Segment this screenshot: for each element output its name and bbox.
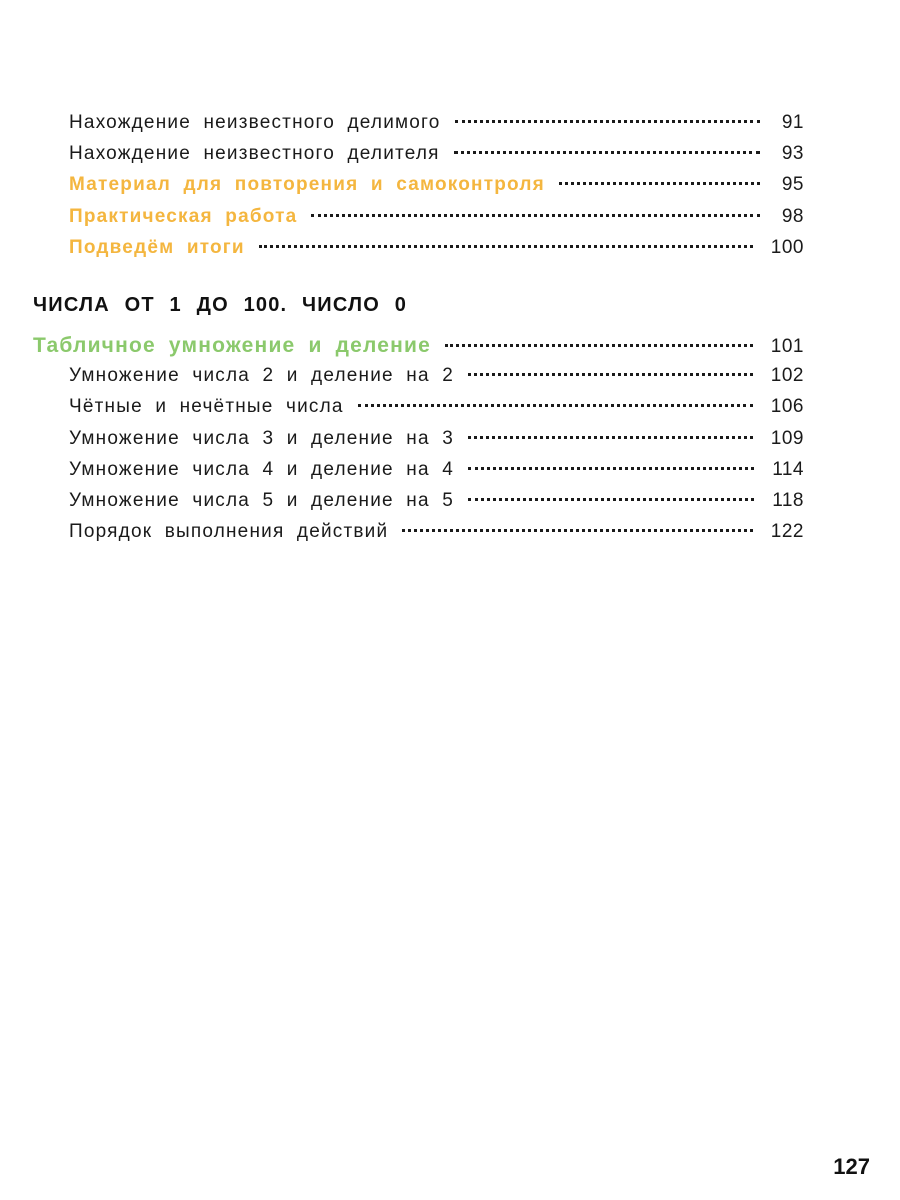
dot-leader — [454, 151, 760, 154]
toc-entry-title: Подведём итоги — [69, 236, 245, 258]
dot-leader — [468, 373, 753, 376]
toc-entry-title: Нахождение неизвестного делителя — [69, 143, 440, 165]
toc-entry-page: 93 — [781, 143, 804, 165]
toc-entry-page: 100 — [770, 236, 804, 258]
toc-entry-review[interactable] — [0, 174, 900, 205]
toc-chapter[interactable] — [0, 334, 900, 365]
toc-entry-page: 106 — [770, 396, 804, 418]
table-of-contents — [0, 112, 900, 552]
toc-entry-summary[interactable] — [0, 237, 900, 268]
toc-entry[interactable] — [0, 396, 900, 427]
toc-entry[interactable] — [0, 365, 900, 396]
toc-entry[interactable] — [0, 143, 900, 174]
toc-entry-page: 122 — [770, 521, 804, 543]
toc-entry-title: Умножение числа 5 и деление на 5 — [69, 489, 454, 511]
toc-entry-title: Умножение числа 3 и деление на 3 — [69, 427, 454, 449]
toc-entry-title: Нахождение неизвестного делимого — [69, 112, 441, 133]
dot-leader — [468, 467, 754, 470]
chapter-page: 101 — [770, 335, 804, 357]
toc-entry[interactable] — [0, 428, 900, 459]
dot-leader — [468, 498, 754, 501]
dot-leader — [445, 344, 753, 347]
toc-entry-page: 102 — [770, 365, 804, 387]
toc-entry-practical-work[interactable] — [0, 206, 900, 237]
dot-leader — [259, 245, 753, 248]
toc-entry-title: Чётные и нечётные числа — [69, 396, 344, 418]
chapter-title: Табличное умножение и деление — [33, 333, 432, 357]
section-heading: ЧИСЛА ОТ 1 ДО 100. ЧИСЛО 0 — [33, 293, 408, 316]
toc-entry-title: Умножение числа 4 и деление на 4 — [69, 458, 454, 480]
dot-leader — [402, 529, 752, 532]
toc-entry-title: Практическая работа — [69, 205, 298, 227]
dot-leader — [455, 120, 760, 123]
toc-entry-title: Умножение числа 2 и деление на 2 — [69, 365, 454, 387]
toc-entry-title: Порядок выполнения действий — [69, 521, 389, 543]
dot-leader — [358, 404, 753, 407]
dot-leader — [559, 182, 760, 185]
toc-entry-title: Материал для повторения и самоконтроля — [69, 174, 545, 196]
dot-leader — [311, 214, 760, 217]
toc-entry[interactable] — [0, 459, 900, 490]
toc-entry-page: 95 — [781, 174, 804, 196]
toc-entry-page: 114 — [772, 458, 804, 480]
page-number: 127 — [833, 1154, 870, 1179]
toc-entry-page: 109 — [770, 427, 804, 449]
dot-leader — [468, 436, 753, 439]
toc-entry[interactable] — [0, 521, 900, 552]
toc-entry-page: 98 — [781, 205, 804, 227]
toc-entry-page: 91 — [781, 112, 804, 133]
toc-entry[interactable] — [0, 112, 900, 143]
toc-entry-page: 118 — [772, 489, 804, 511]
toc-entry[interactable] — [0, 490, 900, 521]
